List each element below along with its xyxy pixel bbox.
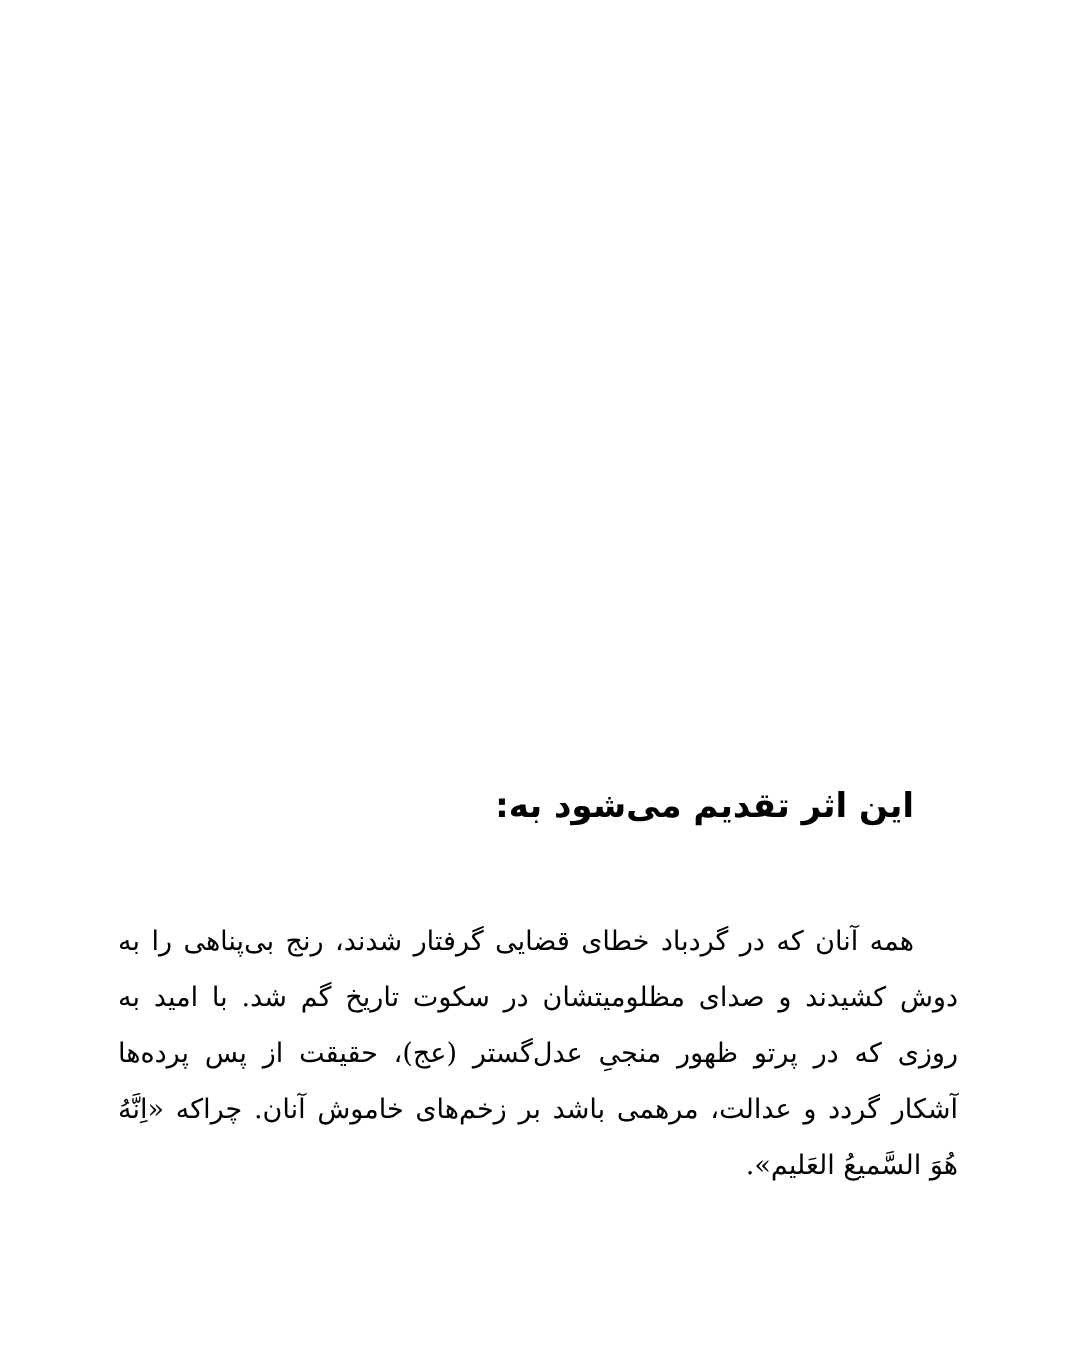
dedication-paragraph [118,914,958,1194]
dedication-section [118,778,958,1194]
paragraph-line: آشکار گردد و عدالت، مرهمی باشد بر زخم‌های خاموش آنان. چراکه «اِنَّهُ [118,1094,958,1125]
paragraph-line: روزی که در پرتو ظهور منجیِ عدل‌گستر (عج)، حقیقت از پس پرده‌ها [118,1038,958,1069]
dedication-heading: این اثر تقدیم می‌شود به: [495,786,914,826]
paragraph-line: همه آنان که در گردباد خطای قضایی گرفتار شدند، رنج بی‌پناهی را به [118,926,914,957]
paragraph-line: هُوَ السَّمیعُ العَلیم». [745,1150,958,1181]
paragraph-line: دوش کشیدند و صدای مظلومیتشان در سکوت تاریخ گم شد. با امید به [118,982,958,1013]
